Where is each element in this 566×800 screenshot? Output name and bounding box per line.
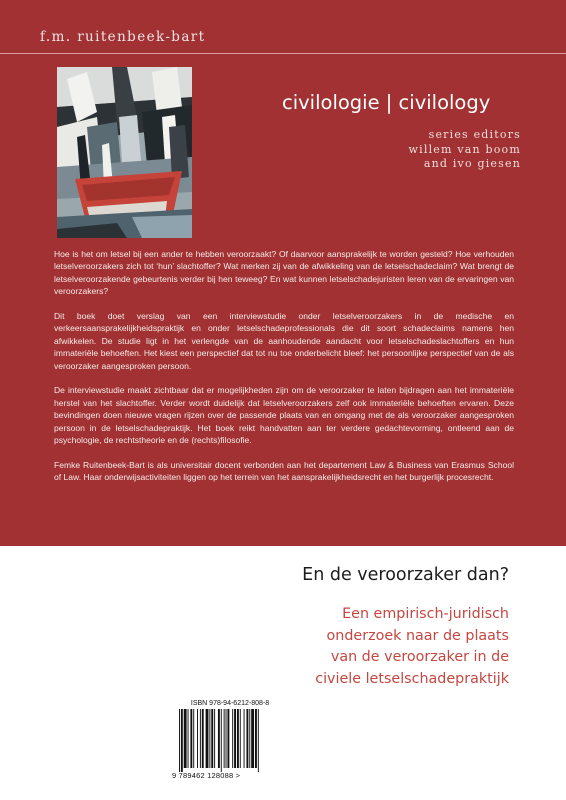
barcode-bar: [240, 709, 241, 768]
barcode-bar: [197, 709, 198, 768]
dazzle-ship-painting-icon: [57, 67, 192, 238]
blurb-text: [54, 248, 514, 496]
blurb-paragraph-1: Hoe is het om letsel bij een ander te hebben veroorzaakt? Of daarvoor aansprakelijk te worden gesteld? Hoe verhouden letselveroorzakers zich tot ‘hun’ slachtoffer? Wat merken zij van de afwikkeling van de letselschadeclaim? Wat brengt de letselveroorzakende gebeurtenis verder bij hen teweeg? En wat kunnen letselschadejuristen leren van de ervaringen van veroorzakers?: [54, 249, 514, 297]
barcode-bar: [179, 709, 180, 772]
barcode-bar: [246, 709, 248, 768]
blurb-paragraph-2: Dit boek doet verslag van een interviewstudie onder letselveroorzakers in de medische en verkeersaansprakelijkheidspraktijk en onder letselschadeprofessionals die dit soort schadeclaims namens hen afwikkelen. De studie ligt in het verlengde van de aanhoudende aandacht voor letselschadeslachtoffers en hun immateriële behoeften. Het kiest een perspectief dat tot nu toe onderbelicht bleef: het persoonlijke perspectief van de als veroorzaker aangesproken persoon.: [54, 311, 514, 371]
barcode-bar: [181, 709, 183, 772]
header-divider: [0, 53, 566, 54]
barcode-bar: [214, 709, 215, 768]
barcode-bar: [227, 709, 229, 768]
barcode-bar: [206, 709, 209, 768]
series-editor-1: willem van boom: [408, 142, 521, 156]
book-title: En de veroorzaker dan?: [302, 565, 509, 585]
barcode-bar: [249, 709, 250, 768]
series-editors-label: series editors: [428, 128, 521, 141]
barcode-bar: [211, 709, 213, 768]
author-bio-paragraph: Femke Ruitenbeek-Bart is als universitair docent verbonden aan het departement Law & Business van Erasmus School of Law. Haar onderwijsactiviteiten liggen op het terrein van het aansprakelijkheidsrecht en het burgerlijk procesrecht.: [54, 459, 514, 483]
barcode-bar: [251, 709, 254, 768]
barcode-bar: [237, 709, 239, 768]
barcode-bar: [218, 709, 220, 768]
barcode-bar: [209, 709, 210, 768]
subtitle-line-4: civiele letselschadepraktijk: [315, 670, 509, 687]
subtitle-line-1: Een empirisch-juridisch: [342, 606, 509, 622]
book-subtitle: [209, 604, 509, 690]
barcode-bar: [200, 709, 201, 768]
subtitle-line-3: van de veroorzaker in de: [330, 649, 509, 665]
barcode-bar: [234, 709, 236, 768]
barcode-bar: [226, 709, 227, 768]
barcode-bar: [255, 709, 257, 768]
barcode-digits: 9 789462 128088 >: [172, 771, 241, 780]
subtitle-line-2: onderzoek naar de plaats: [326, 627, 509, 644]
barcode-icon: [175, 700, 285, 782]
series-editor-2: and ivo giesen: [423, 157, 521, 170]
barcode-bar: [193, 709, 194, 768]
barcode-bar: [190, 709, 192, 768]
author-name: f.m. ruitenbeek-bart: [40, 29, 206, 45]
barcode-bar: [202, 709, 204, 768]
barcode-bar: [258, 709, 259, 772]
barcode-bar: [221, 709, 222, 772]
series-title: civilologie | civilology: [282, 91, 491, 114]
series-editors: [341, 128, 521, 172]
barcode-bar: [244, 709, 245, 768]
barcode-bar: [224, 709, 225, 768]
barcode-bar: [232, 709, 233, 768]
barcode-bar: [184, 709, 187, 768]
blurb-paragraph-3: De interviewstudie maakt zichtbaar dat er mogelijkheden zijn om de veroorzaker te laten bijdragen aan het immateriële herstel van het slachtoffer. Verder wordt duidelijk dat letselveroorzakers zelf ook immateriële behoeften ervaren. Deze bevindingen doen nieuwe vragen rijzen over de passende plaats van en omgang met de als veroorzaker aangesproken persoon in de letselschadepraktijk. Het boek reikt handvatten aan ter verdere gedachtevorming, ontleend aan de psychologie, de rechtstheorie en de (rechts)filosofie.: [54, 385, 514, 446]
isbn-number: ISBN 978-94-6212-808-8: [190, 700, 270, 707]
barcode-bar: [188, 709, 189, 768]
